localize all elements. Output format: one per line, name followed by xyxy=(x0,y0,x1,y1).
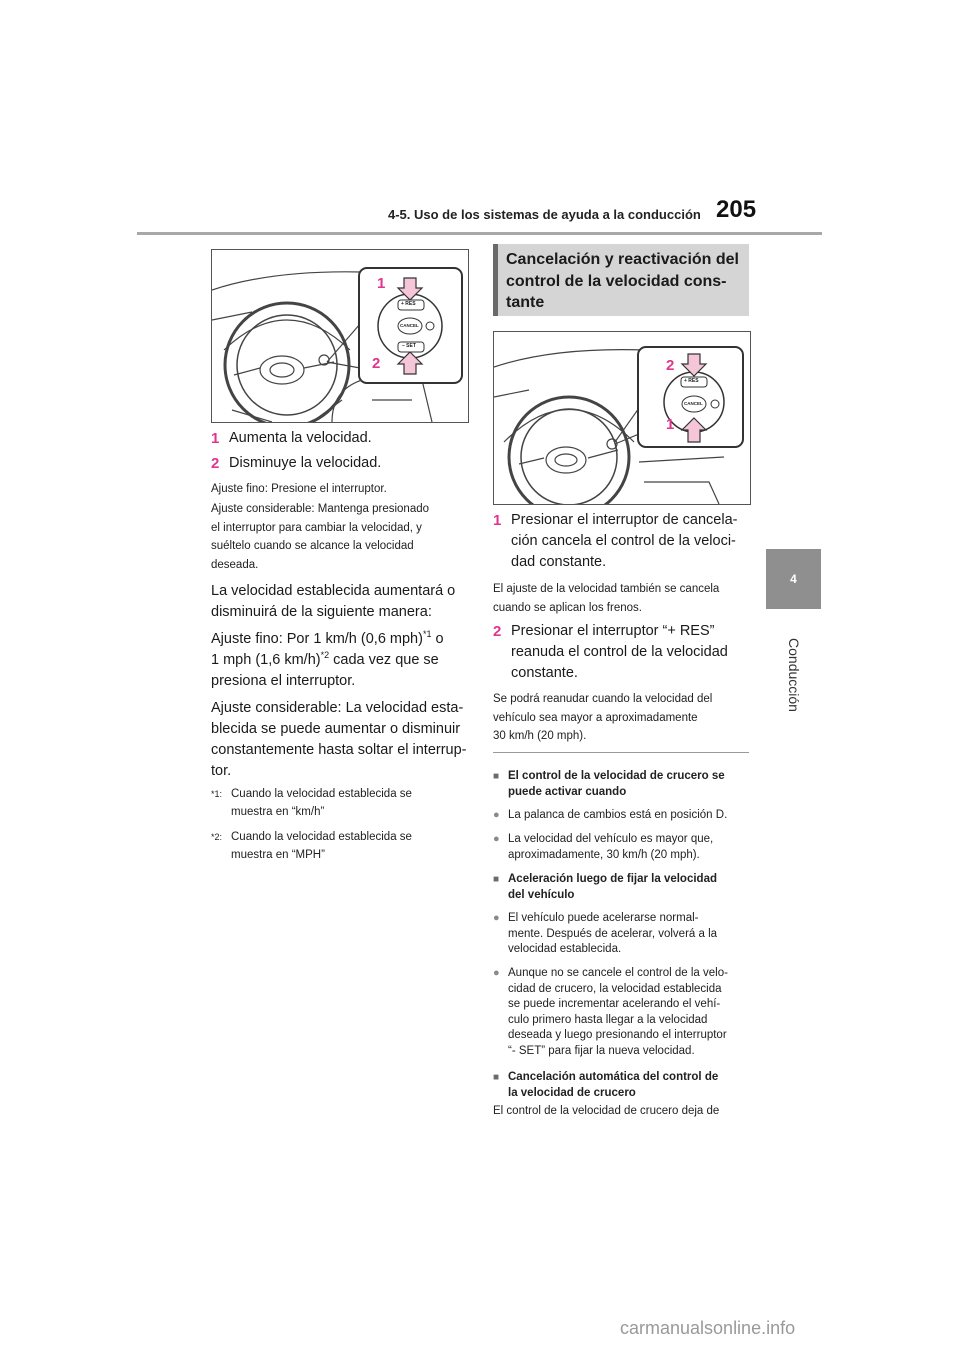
watermark: carmanualsonline.info xyxy=(620,1318,796,1338)
note-heading-l2: del vehículo xyxy=(508,888,575,901)
cancel-step-2 xyxy=(493,621,749,684)
section-heading-l3: tante xyxy=(506,294,545,311)
cancel-button-label: CANCEL xyxy=(684,401,703,406)
considerable-para-l2: blecida se puede aumentar o disminuir xyxy=(211,721,461,737)
steering-wheel-drawing xyxy=(212,250,468,422)
footnote-ref-1: *1 xyxy=(422,629,432,640)
footnote-ref-2: *2 xyxy=(320,650,330,661)
square-bullet-icon: ■ xyxy=(493,1072,500,1083)
note-heading-l1: Aceleración luego de fijar la velocidad xyxy=(508,873,717,885)
callout-2: 2 xyxy=(666,357,675,374)
section-heading-l2: control de la velocidad cons- xyxy=(506,272,727,290)
callout-1: 1 xyxy=(666,416,675,433)
text-run: Ajuste fino: Por 1 km/h (0,6 mph) xyxy=(211,631,423,647)
note-text-l4: culo primero hasta llegar a la velocidad xyxy=(508,1013,708,1026)
step-text-l3: dad constante. xyxy=(511,554,607,570)
brake-note-l2: cuando se aplican los frenos. xyxy=(493,601,642,614)
note-bullet-4 xyxy=(493,966,755,1059)
step-number: 1 xyxy=(211,430,220,447)
note-heading-auto-cancel xyxy=(493,1070,753,1101)
footnote-1 xyxy=(211,785,467,821)
note-text-l1: El vehículo puede acelerarse normal- xyxy=(508,912,699,924)
section-heading xyxy=(506,249,746,314)
callout-2: 2 xyxy=(372,355,381,372)
section-heading-box xyxy=(493,244,749,316)
considerable-para-l1: Ajuste considerable: La velocidad esta- xyxy=(211,700,464,716)
note-text-l1: Aunque no se cancele el control de la velo- xyxy=(508,967,728,979)
cancel-button-label: CANCEL xyxy=(400,323,419,328)
footnote-2 xyxy=(211,828,467,864)
auto-cancel-text: El control de la velocidad de crucero deja de xyxy=(493,1105,720,1117)
note-text-l2: aproximadamente, 30 km/h (20 mph). xyxy=(508,848,700,861)
circle-bullet-icon: ● xyxy=(493,809,500,821)
step-2 xyxy=(211,453,467,474)
step-text: Aumenta la velocidad. xyxy=(229,430,372,446)
considerable-para-l4: tor. xyxy=(211,763,232,779)
note-text-l1: La velocidad del vehículo es mayor que, xyxy=(508,833,714,845)
note-text-l2: mente. Después de acelerar, volverá a la xyxy=(508,927,718,940)
fine-adjust-line-2 xyxy=(211,650,439,671)
fine-adjust-line-1 xyxy=(211,629,444,650)
resume-note-l3: 30 km/h (20 mph). xyxy=(493,730,587,742)
body-paragraph-l1: La velocidad establecida aumentará o xyxy=(211,583,456,599)
circle-bullet-icon: ● xyxy=(493,967,500,979)
chapter-tab: 4 xyxy=(766,549,821,609)
footnote-mark: *1: xyxy=(211,789,223,799)
text-run: cada vez que se xyxy=(329,652,439,668)
note-bullet-1 xyxy=(493,808,755,824)
step-text-l2: ción cancela el control de la veloci- xyxy=(511,533,736,549)
step-number: 2 xyxy=(493,623,502,640)
step-number: 1 xyxy=(493,512,502,529)
step-text-l2: reanuda el control de la velocidad xyxy=(511,644,728,660)
note-text-l6: “- SET” para fijar la nueva velocidad. xyxy=(508,1044,695,1057)
note-heading-acceleration xyxy=(493,872,753,903)
note-text-l3: se puede incrementar acelerando el vehí- xyxy=(508,998,721,1010)
footnote-text-l2: muestra en “km/h” xyxy=(231,806,325,818)
note-text-l2: cidad de crucero, la velocidad establecida xyxy=(508,982,722,995)
fine-adjust-note: Ajuste fino: Presione el interruptor. xyxy=(211,483,387,495)
step-text-l3: constante. xyxy=(511,665,578,681)
header-rule xyxy=(137,232,822,235)
footnote-mark: *2: xyxy=(211,832,223,842)
circle-bullet-icon: ● xyxy=(493,912,500,924)
step-number: 2 xyxy=(211,455,220,472)
steering-wheel-drawing xyxy=(494,332,750,504)
note-text: La palanca de cambios está en posición D. xyxy=(508,809,728,821)
note-text-l3: velocidad establecida. xyxy=(508,943,622,955)
step-1 xyxy=(211,428,467,449)
footnote-text-l1: Cuando la velocidad establecida se xyxy=(231,831,412,843)
square-bullet-icon: ■ xyxy=(493,874,500,885)
footnote-text-l2: muestra en “MPH” xyxy=(231,849,325,861)
note-bullet-3 xyxy=(493,911,755,958)
circle-bullet-icon: ● xyxy=(493,833,500,845)
note-heading-l2: puede activar cuando xyxy=(508,785,627,798)
text-run: o xyxy=(431,631,444,647)
callout-1: 1 xyxy=(377,275,386,292)
step-text: Disminuye la velocidad. xyxy=(229,455,382,471)
steering-wheel-illustration-1 xyxy=(211,249,469,423)
chapter-label-text: Conducción xyxy=(786,638,802,712)
cancel-step-1 xyxy=(493,510,749,573)
considerable-note-l3: suéltelo cuando se alcance la velocidad xyxy=(211,540,414,552)
footnote-text-l1: Cuando la velocidad establecida se xyxy=(231,788,412,800)
section-heading-l1: Cancelación y reactivación del xyxy=(506,251,739,268)
running-header: 4-5. Uso de los sistemas de ayuda a la conducción xyxy=(388,207,701,222)
res-button-label: + RES xyxy=(401,301,416,307)
considerable-note-l2: el interruptor para cambiar la velocidad, y xyxy=(211,521,422,534)
considerable-note-l1: Ajuste considerable: Mantenga presionado xyxy=(211,503,430,515)
considerable-para-l3: constantemente hasta soltar el interrup- xyxy=(211,742,467,758)
steering-wheel-illustration-2 xyxy=(493,331,751,505)
note-heading-activation xyxy=(493,769,753,800)
page-number: 205 xyxy=(716,196,757,223)
brake-note-l1: El ajuste de la velocidad también se cancela xyxy=(493,583,720,595)
resume-note-l1: Se podrá reanudar cuando la velocidad del xyxy=(493,693,713,705)
notes-divider xyxy=(493,752,749,753)
text-run: 1 mph (1,6 km/h) xyxy=(211,652,321,668)
square-bullet-icon: ■ xyxy=(493,771,500,782)
body-paragraph-l2: disminuirá de la siguiente manera: xyxy=(211,604,432,620)
step-text-l1: Presionar el interruptor “+ RES” xyxy=(511,623,715,639)
note-heading-l1: Cancelación automática del control de xyxy=(508,1071,719,1083)
step-text-l1: Presionar el interruptor de cancela- xyxy=(511,512,738,528)
note-bullet-2 xyxy=(493,832,755,863)
resume-note-l2: vehículo sea mayor a aproximadamente xyxy=(493,711,698,724)
fine-adjust-line-3: presiona el interruptor. xyxy=(211,673,356,689)
considerable-note-l4: deseada. xyxy=(211,558,259,571)
chapter-label xyxy=(770,620,818,730)
note-text-l5: deseada y luego presionando el interruptor xyxy=(508,1029,727,1041)
res-button-label: + RES xyxy=(684,378,699,384)
set-button-label: – SET xyxy=(402,343,416,349)
note-heading-l1: El control de la velocidad de crucero se xyxy=(508,770,725,782)
note-heading-l2: la velocidad de crucero xyxy=(508,1086,636,1099)
